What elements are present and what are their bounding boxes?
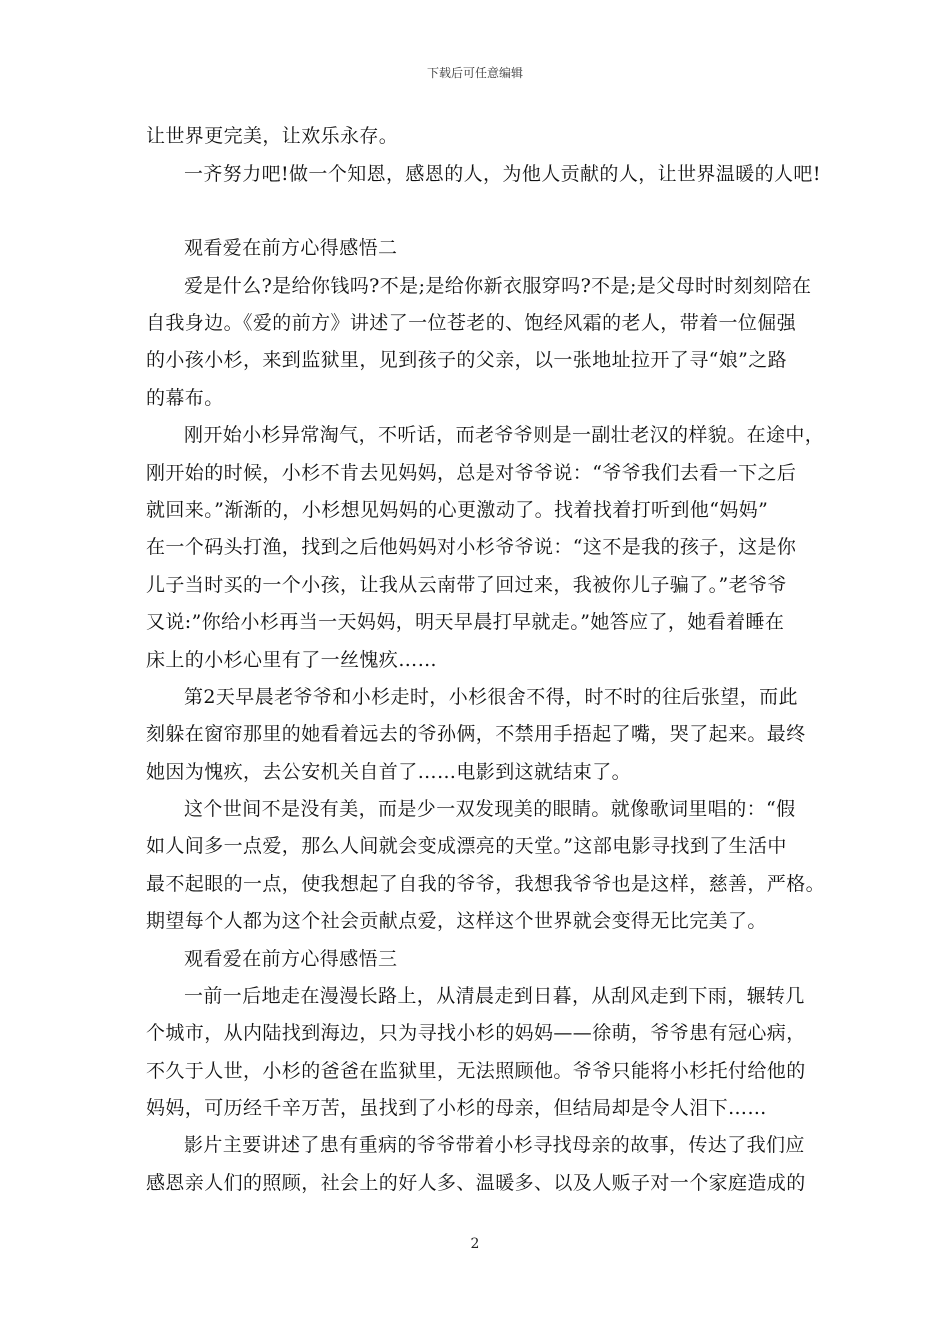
text-line: 的小孩小杉，来到监狱里，见到孩子的父亲，以一张地址拉开了寻“娘”之路 [146, 349, 788, 371]
text-line: 一前一后地走在漫漫长路上，从清晨走到日暮，从刮风走到下雨，辗转几 [184, 985, 805, 1007]
text-line: 自我身边。《爱的前方》讲述了一位苍老的、饱经风霜的老人，带着一位倔强 [146, 312, 797, 334]
page-number: 2 [470, 1236, 480, 1252]
text-line: 个城市，从内陆找到海边，只为寻找小杉的妈妈——徐萌，爷爷患有冠心病， [146, 1022, 806, 1044]
text-line: 一齐努力吧!做一个知恩，感恩的人，为他人贡献的人，让世界温暖的人吧! [184, 163, 821, 185]
text-line: 刚开始小杉异常淘气，不听话，而老爷爷则是一副壮老汉的样貌。在途中， [184, 424, 825, 446]
text-line: 的幕布。 [146, 387, 224, 409]
text-line: 不久于人世，小杉的爸爸在监狱里，无法照顾他。爷爷只能将小杉托付给他的 [146, 1060, 806, 1082]
text-line: 刚开始的时候，小杉不肯去见妈妈，总是对爷爷说：“爷爷我们去看一下之后 [146, 462, 797, 484]
text-line: 儿子当时买的一个小孩，让我从云南带了回过来，我被你儿子骗了。”老爷爷 [146, 574, 787, 596]
page-header: 下载后可任意编辑 [426, 66, 523, 80]
text-line: 就回来。”渐渐的，小杉想见妈妈的心更激动了。找着找着打听到他“妈妈” [146, 499, 769, 521]
text-line: 最不起眼的一点，使我想起了自我的爷爷，我想我爷爷也是这样，慈善，严格。 [146, 873, 826, 895]
text-line: 在一个码头打渔，找到之后他妈妈对小杉爷爷说：“这不是我的孩子，这是你 [146, 536, 797, 558]
text-line: 又说:”你给小杉再当一天妈妈，明天早晨打早就走。”她答应了，她看着睡在 [146, 611, 785, 633]
text-line: 爱是什么?是给你钱吗?不是;是给你新衣服穿吗?不是;是父母时时刻刻陪在 [184, 275, 812, 297]
section-heading: 观看爱在前方心得感悟二 [184, 237, 398, 259]
text-line: 如人间多一点爱，那么人间就会变成漂亮的天堂。”这部电影寻找到了生活中 [146, 835, 787, 857]
text-line: 她因为愧疚，去公安机关自首了……电影到这就结束了。 [146, 761, 632, 783]
text-line: 床上的小杉心里有了一丝愧疚…… [146, 649, 438, 671]
text-line: 影片主要讲述了患有重病的爷爷带着小杉寻找母亲的故事，传达了我们应 [184, 1134, 805, 1156]
text-line: 感恩亲人们的照顾，社会上的好人多、温暖多、以及人贩子对一个家庭造成的 [146, 1172, 806, 1194]
text-line: 让世界更完美，让欢乐永存。 [146, 125, 399, 147]
text-line: 期望每个人都为这个社会贡献点爱，这样这个世界就会变得无比完美了。 [146, 910, 767, 932]
text-line: 刻躲在窗帘那里的她看着远去的爷孙俩，不禁用手捂起了嘴，哭了起来。最终 [146, 723, 806, 745]
text-line: 这个世间不是没有美，而是少一双发现美的眼睛。就像歌词里唱的：“假 [184, 798, 796, 820]
text-line: 妈妈，可历经千辛万苦，虽找到了小杉的母亲，但结局却是令人泪下…… [146, 1097, 767, 1119]
text-line: 第2天早晨老爷爷和小杉走时，小杉很舍不得，时不时的往后张望，而此 [184, 686, 798, 708]
section-heading: 观看爱在前方心得感悟三 [184, 948, 398, 970]
